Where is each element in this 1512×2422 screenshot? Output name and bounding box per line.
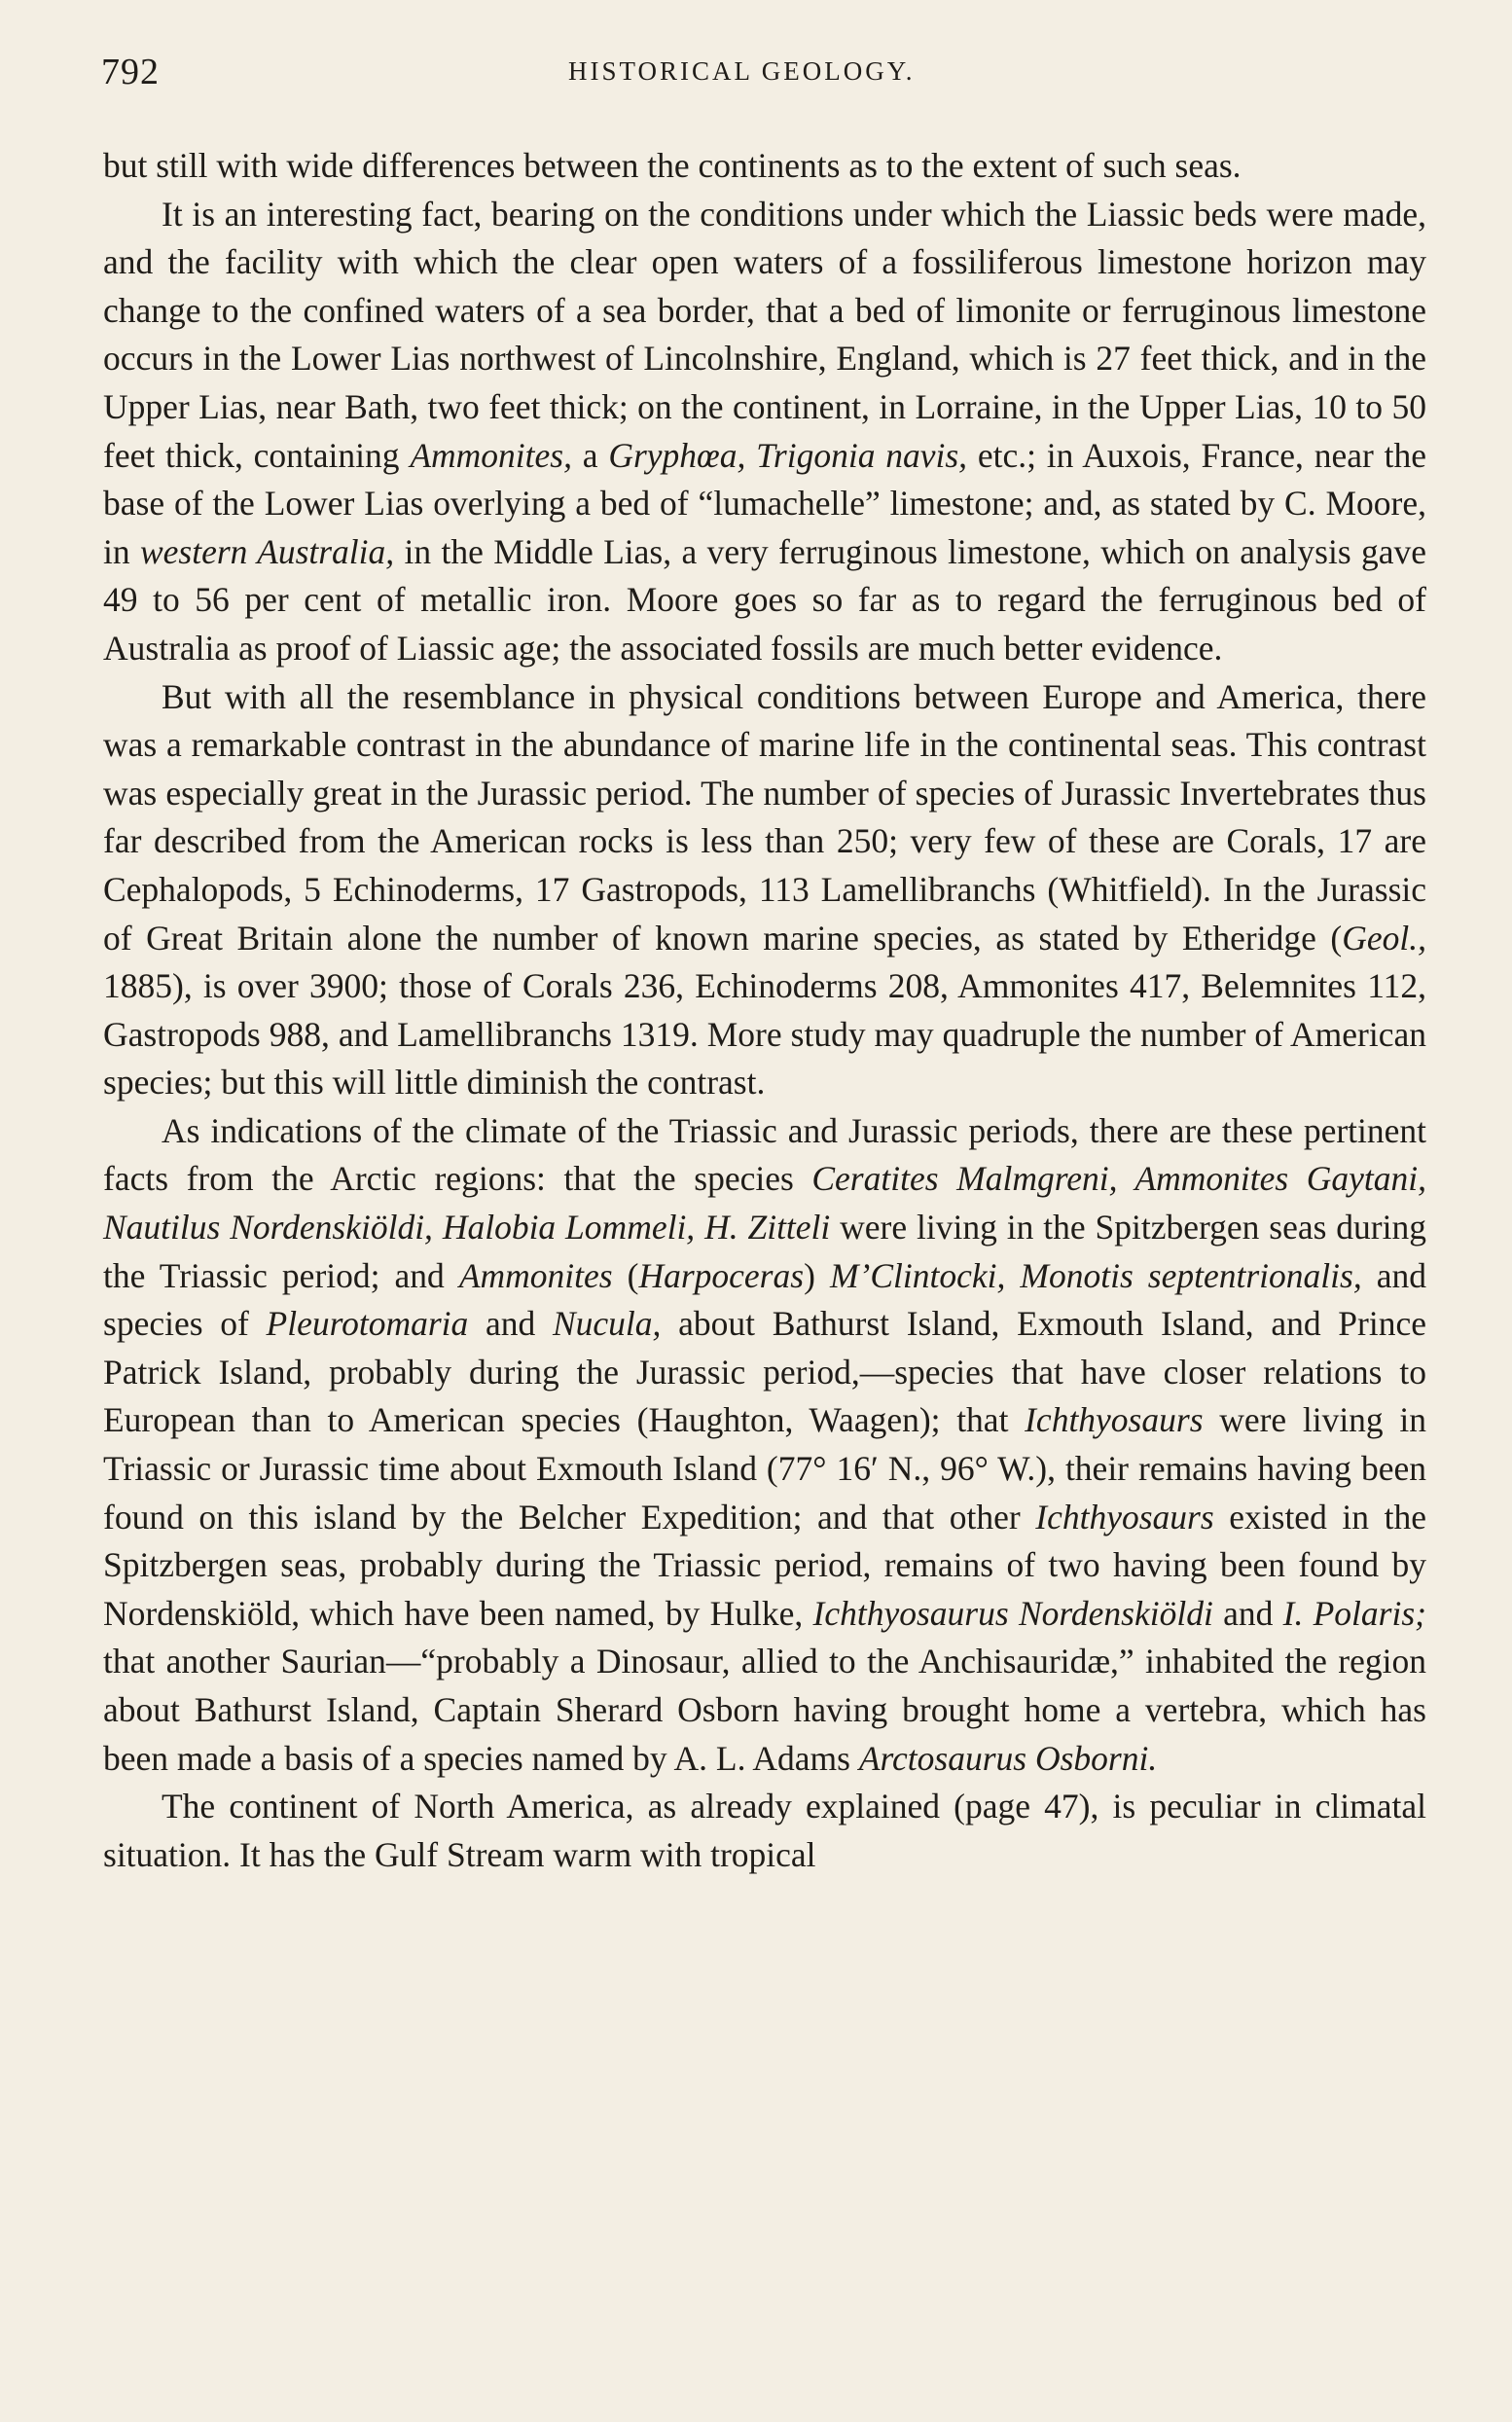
text-run: about Bathurst Island, Exmouth Island, and Prince Patrick Island, probably during the Jurassic period,—species that have closer relations to European than to American species (Haughton, Waagen); that — [103, 1304, 1426, 1440]
italic-term: Arctosaurus Osborni. — [858, 1738, 1158, 1778]
italic-term: Ammonites — [458, 1255, 613, 1295]
text-run: but still with wide differences between the continents as to the extent of such seas. — [103, 146, 1242, 185]
italic-term: Nucula, — [552, 1304, 662, 1344]
italic-term: Ceratites Malmgreni, Ammonites Gaytani, Nautilus Nordenskiöldi, Halobia Lommeli, H. Zitteli — [103, 1159, 1426, 1247]
text-run: a — [571, 435, 609, 475]
italic-term: I. Polaris; — [1282, 1593, 1426, 1633]
text-run: It is an interesting fact, bearing on the conditions under which the Liassic beds were made, and the facility with which the clear open waters of a fossiliferous limestone horizon may change to the confined waters of a sea border, that a bed of limonite or ferruginous limestone occurs in the Lower Lias northwest of Lincolnshire, England, which is 27 feet thick, and in the Upper Lias, near Bath, two feet thick; on the continent, in Lorraine, in the Upper Lias, 10 to 50 feet thick, containing — [103, 194, 1426, 475]
page-header — [101, 51, 1426, 109]
text-run: ) — [804, 1255, 830, 1295]
text-run: 1885), is over 3900; those of Corals 236, Echinoderms 208, Ammonites 417, Belemnites 112, Gastropods 988, and Lamellibranchs 1319. More study may quadruple the number of American species; but this will little diminish the contrast. — [103, 966, 1426, 1103]
text-run: As indications of the climate of the Triassic and Jurassic periods, there are these pertinent facts from the Arctic regions: that the species — [103, 1110, 1426, 1199]
italic-term: Harpoceras — [638, 1255, 805, 1295]
running-title: HISTORICAL GEOLOGY. — [568, 56, 916, 86]
italic-term: western Australia, — [139, 531, 395, 571]
paragraph — [103, 191, 1426, 673]
text-run: The continent of North America, as already explained (page 47), is peculiar in climatal situation. It has the Gulf Stream warm with tropical — [103, 1787, 1426, 1874]
paragraph — [103, 1107, 1426, 1783]
paragraph — [103, 1783, 1426, 1879]
text-run: in the Middle Lias, a very ferruginous limestone, which on analysis gave 49 to 56 per cent of metallic iron. Moore goes so far as to regard the ferruginous bed of Australia as proof of Liassic age; the associated fossils are much better evidence. — [103, 531, 1426, 668]
italic-term: M’Clintocki, Monotis septentrionalis, — [829, 1255, 1362, 1295]
paragraph — [103, 673, 1426, 1107]
text-run: and species of — [103, 1255, 1427, 1344]
text-run: and — [1212, 1593, 1283, 1633]
text-run: were living in Triassic or Jurassic time about Exmouth Island (77° 16′ N., 96° W.), their remains having been found on this island by the Belcher Expedition; and that other — [103, 1400, 1426, 1536]
paragraph — [103, 142, 1426, 191]
text-run: were living in the Spitzbergen seas during the Triassic period; and — [103, 1208, 1426, 1295]
italic-term: Ichthyosaurs — [1035, 1497, 1214, 1536]
italic-term: Ichthyosaurs — [1025, 1400, 1204, 1440]
italic-term: Pleurotomaria — [266, 1304, 469, 1344]
body-text — [103, 142, 1426, 1879]
text-run: that another Saurian—“probably a Dinosaur, allied to the Anchisauridæ,” inhabited the region about Bathurst Island, Captain Sherard Osborn having brought home a vertebra, which has been made a basis of a species named by A. L. Adams — [103, 1642, 1426, 1778]
text-run: But with all the resemblance in physical conditions between Europe and America, there was a remarkable contrast in the abundance of marine life in the continental seas. This contrast was especially great in the Jurassic period. The number of species of Jurassic Invertebrates thus far described from the American rocks is less than 250; very few of these are Corals, 17 are Cephalopods, 5 Echinoderms, 17 Gastropods, 113 Lamellibranchs (Whitfield). In the Jurassic of Great Britain alone the number of known marine species, as stated by Etheridge ( — [103, 676, 1426, 958]
italic-term: Gryphœa, Trigonia navis, — [608, 435, 968, 475]
italic-term: Ammonites, — [410, 435, 572, 475]
italic-term: Ichthyosaurus Nordenskiöldi — [812, 1593, 1213, 1633]
text-run: existed in the Spitzbergen seas, probably during the Triassic period, remains of two having been found by Nordenskiöld, which have been named, by Hulke, — [103, 1497, 1426, 1633]
page-number: 792 — [101, 52, 160, 92]
italic-term: Geol., — [1342, 918, 1426, 958]
text-run: and — [468, 1304, 553, 1344]
text-run: ( — [612, 1255, 639, 1295]
text-run: etc.; in Auxois, France, near the base of the Lower Lias overlying a bed of “lumachelle” limestone; and, as stated by C. Moore, in — [103, 435, 1426, 571]
